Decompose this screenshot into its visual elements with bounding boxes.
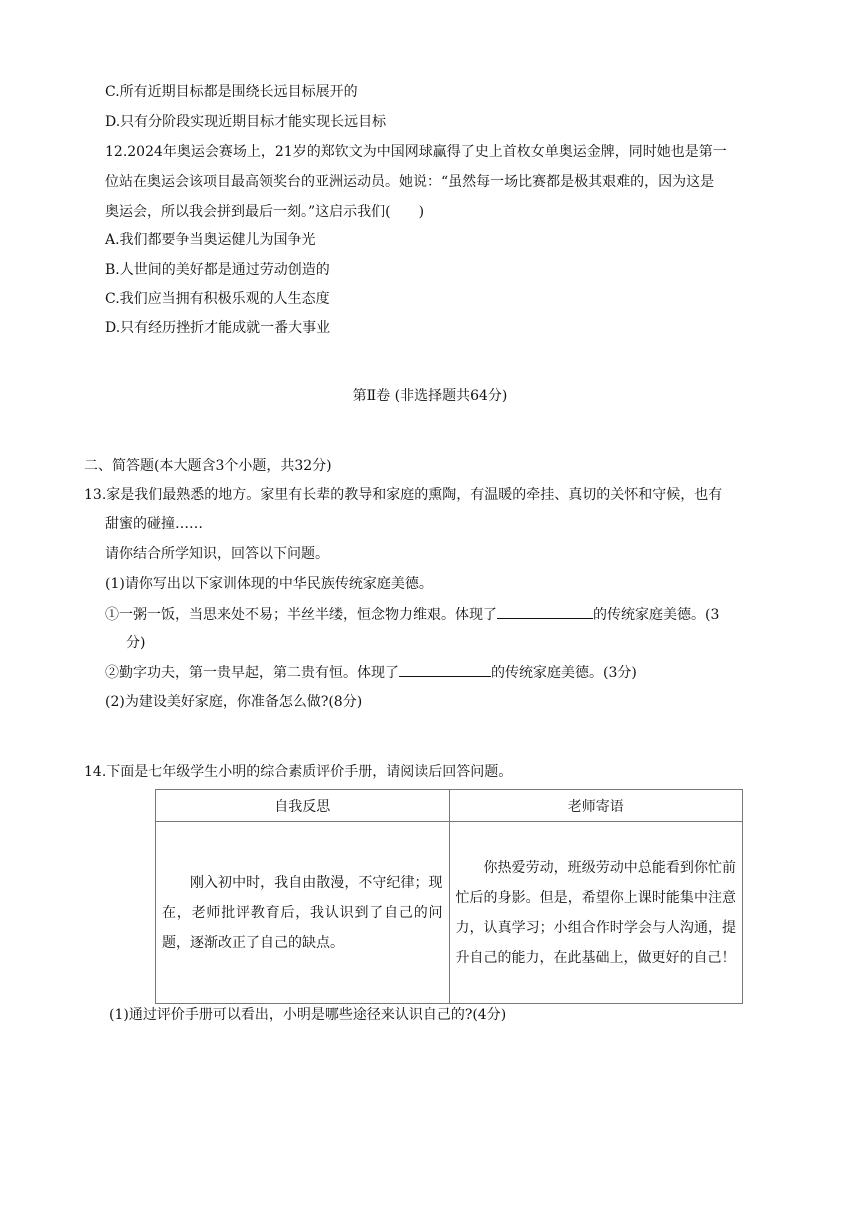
q13-item2-after: 的传统家庭美德。(3分) bbox=[491, 665, 637, 681]
section2-heading: 二、简答题(本大题含3个小题，共32分) bbox=[84, 458, 332, 474]
q13-item2-answer-blank[interactable] bbox=[399, 662, 491, 677]
q12-option-d: D.只有经历挫折才能成就一番大事业 bbox=[105, 320, 331, 336]
table-header-row bbox=[156, 790, 743, 822]
q12-option-a: A.我们都要争当奥运健儿为国争光 bbox=[105, 232, 316, 248]
q13-item1-answer-blank[interactable] bbox=[497, 604, 593, 619]
q12-option-b: B.人世间的美好都是通过劳动创造的 bbox=[105, 262, 330, 278]
q12-stem-line2: 位站在奥运会该项目最高领奖台的亚洲运动员。她说：“虽然每一场比赛都是极其艰难的，因为这是 bbox=[105, 174, 715, 190]
header-self-reflection: 自我反思 bbox=[156, 790, 450, 822]
q12-option-c: C.我们应当拥有积极乐观的人生态度 bbox=[105, 291, 330, 307]
q12-stem-line1: 12.2024年奥运会赛场上，21岁的郑钦文为中国网球赢得了史上首枚女单奥运金牌，同时她也是第一 bbox=[105, 144, 727, 160]
q13-instruction: 请你结合所学知识，回答以下问题。 bbox=[105, 546, 329, 562]
header-teacher-message: 老师寄语 bbox=[449, 790, 743, 822]
q14-sub-question-1: (1)通过评价手册可以看出，小明是哪些途径来认识自己的?(4分) bbox=[109, 1007, 507, 1023]
table-row bbox=[156, 822, 743, 1004]
self-reflection-cell bbox=[156, 822, 450, 1004]
self-reflection-text: 刚入初中时，我自由散漫，不守纪律；现在，老师批评教育后，我认识到了自己的问题，逐渐改正了自己的缺点。 bbox=[162, 874, 443, 951]
q13-sub-question-1: (1)请你写出以下家训体现的中华民族传统家庭美德。 bbox=[105, 576, 433, 592]
q11-option-d: D.只有分阶段实现近期目标才能实现长远目标 bbox=[105, 114, 387, 130]
evaluation-table bbox=[155, 789, 743, 1004]
teacher-message-text: 你热爱劳动，班级劳动中总能看到你忙前忙后的身影。但是，希望你上课时能集中注意力，认真学习；小组合作时学会与人沟通，提升自己的能力，在此基础上，做更好的自己！ bbox=[455, 859, 736, 966]
q13-stem-line1: 13.家是我们最熟悉的地方。家里有长辈的教导和家庭的熏陶，有温暖的牵挂、真切的关怀和守候，也有 bbox=[84, 487, 723, 503]
q11-option-c: C.所有近期目标都是围绕长远目标展开的 bbox=[105, 84, 358, 100]
q13-stem-line2: 甜蜜的碰撞…… bbox=[105, 516, 203, 532]
teacher-message-cell bbox=[449, 822, 743, 1004]
q13-sub-question-2: (2)为建设美好家庭，你准备怎么做?(8分) bbox=[105, 694, 363, 710]
part2-title: 第Ⅱ卷 (非选择题共64分) bbox=[352, 388, 508, 404]
q13-item2-before: ②勤字功夫，第一贵早起，第二贵有恒。体现了 bbox=[105, 665, 399, 681]
q13-item1-before: ①一粥一饭，当思来处不易；半丝半缕，恒念物力维艰。体现了 bbox=[105, 607, 497, 623]
q12-stem-line3: 奥运会，所以我会拼到最后一刻。”这启示我们( ) bbox=[105, 204, 425, 220]
q13-item-1 bbox=[105, 604, 719, 625]
q13-item-2 bbox=[105, 662, 637, 683]
q13-item1-after: 的传统家庭美德。(3 bbox=[593, 607, 720, 623]
q14-stem: 14.下面是七年级学生小明的综合素质评价手册，请阅读后回答问题。 bbox=[84, 764, 513, 780]
q13-item1-wrap: 分) bbox=[126, 635, 146, 651]
